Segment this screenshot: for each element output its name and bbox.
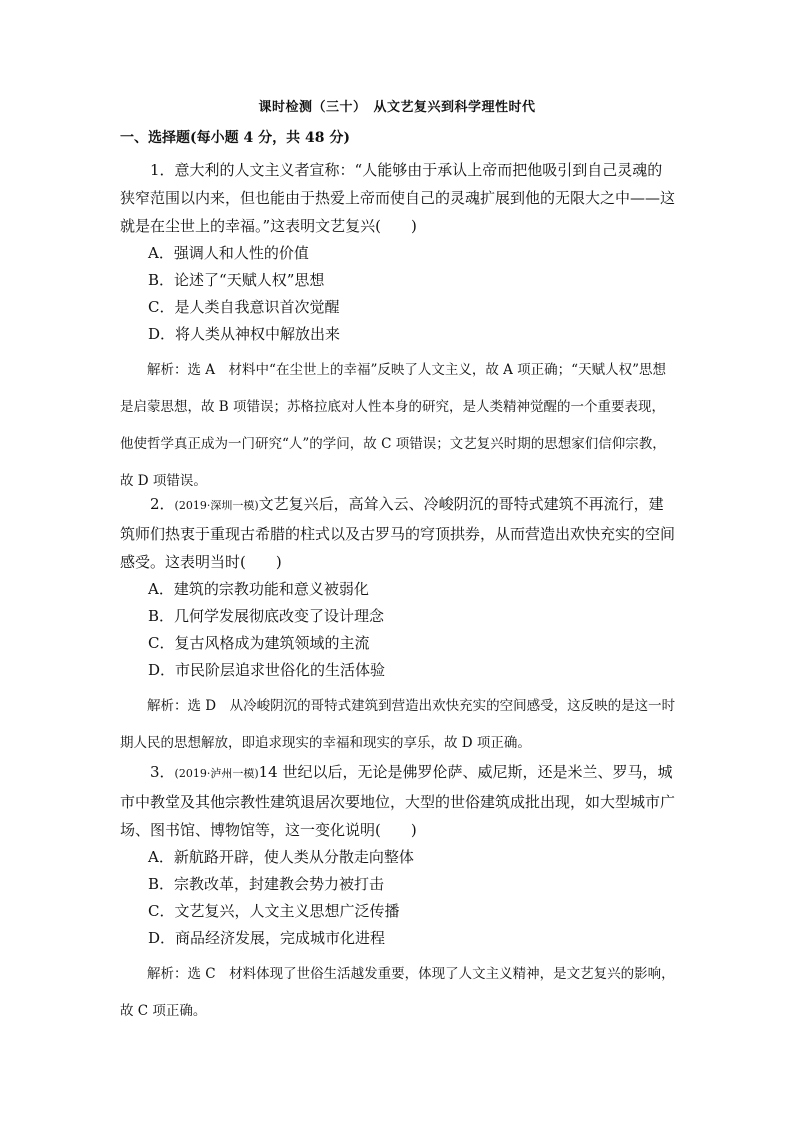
option-b: B．论述了“天赋人权”思想 [148, 271, 325, 289]
option-d: D．将人类从神权中解放出来 [148, 325, 341, 343]
question-stem: 1．意大利的人文主义者宣称：“人能够由于承认上帝而把他吸引到自己灵魂的狭窄范围以内来，但也能由于热爱上帝而使自己的灵魂扩展到他的无限大之中——这就是在尘世上的幸福。”这表明文艺复兴( ) [120, 161, 676, 235]
section-heading: 一、选择题(每小题 4 分，共 48 分) [120, 130, 350, 146]
question-stem [120, 758, 676, 844]
option-a: A．新航路开辟，使人类从分散走向整体 [148, 848, 414, 866]
option-c: C．文艺复兴，人文主义思想广泛传播 [148, 902, 400, 920]
question-1 [120, 156, 676, 500]
analysis: 解析：选 A 材料中“在尘世上的幸福”反映了人文主义，故 A 项正确；“天赋人权”思想是启蒙思想，故 B 项错误；苏格拉底对人性本身的研究，是人类精神觉醒的一个重要表现，他使哲学真正成为一门研究“人”的学问，故 C 项错误；文艺复兴时期的思想家们信仰宗教，故 D 项错误。 [120, 362, 666, 489]
analysis: 解析：选 D 从冷峻阴沉的哥特式建筑到营造出欢快充实的空间感受，这反映的是这一时期人民的思想解放，即追求现实的幸福和现实的享乐，故 D 项正确。 [120, 698, 676, 751]
question-source: (2019·深圳一模) [174, 499, 259, 512]
question-stem [120, 490, 676, 576]
option-b: B．宗教改革，封建教会势力被打击 [148, 875, 385, 893]
option-a: A．建筑的宗教功能和意义被弱化 [148, 580, 369, 598]
question-number: 3． [150, 763, 175, 781]
question-text: 14 世纪以后，无论是佛罗伦萨、威尼斯，还是米兰、罗马，城市中教堂及其他宗教性建筑退居次要地位，大型的世俗建筑成批出现，如大型城市广场、图书馆、博物馆等，这一变化说明( ) [120, 763, 676, 839]
question-number: 2． [150, 495, 175, 513]
question-source: (2019·泸州一模) [174, 767, 259, 780]
question-2 [120, 490, 676, 762]
option-c: C．复古风格成为建筑领域的主流 [148, 634, 370, 652]
option-d: D．商品经济发展，完成城市化进程 [148, 929, 386, 947]
question-text: 文艺复兴后，高耸入云、冷峻阴沉的哥特式建筑不再流行，建筑师们热衷于重现古希腊的柱式以及古罗马的穹顶拱券，从而营造出欢快充实的空间感受。这表明当时( ) [120, 495, 676, 571]
analysis: 解析：选 C 材料体现了世俗生活越发重要，体现了人文主义精神，是文艺复兴的影响，故 C 项正确。 [120, 966, 675, 1019]
option-b: B．几何学发展彻底改变了设计理念 [148, 607, 385, 625]
option-d: D．市民阶层追求世俗化的生活体验 [148, 661, 386, 679]
option-a: A．强调人和人性的价值 [148, 244, 309, 262]
question-3 [120, 758, 676, 1030]
option-c: C．是人类自我意识首次觉醒 [148, 298, 340, 316]
document-title: 课时检测（三十） 从文艺复兴到科学理性时代 [258, 100, 536, 115]
